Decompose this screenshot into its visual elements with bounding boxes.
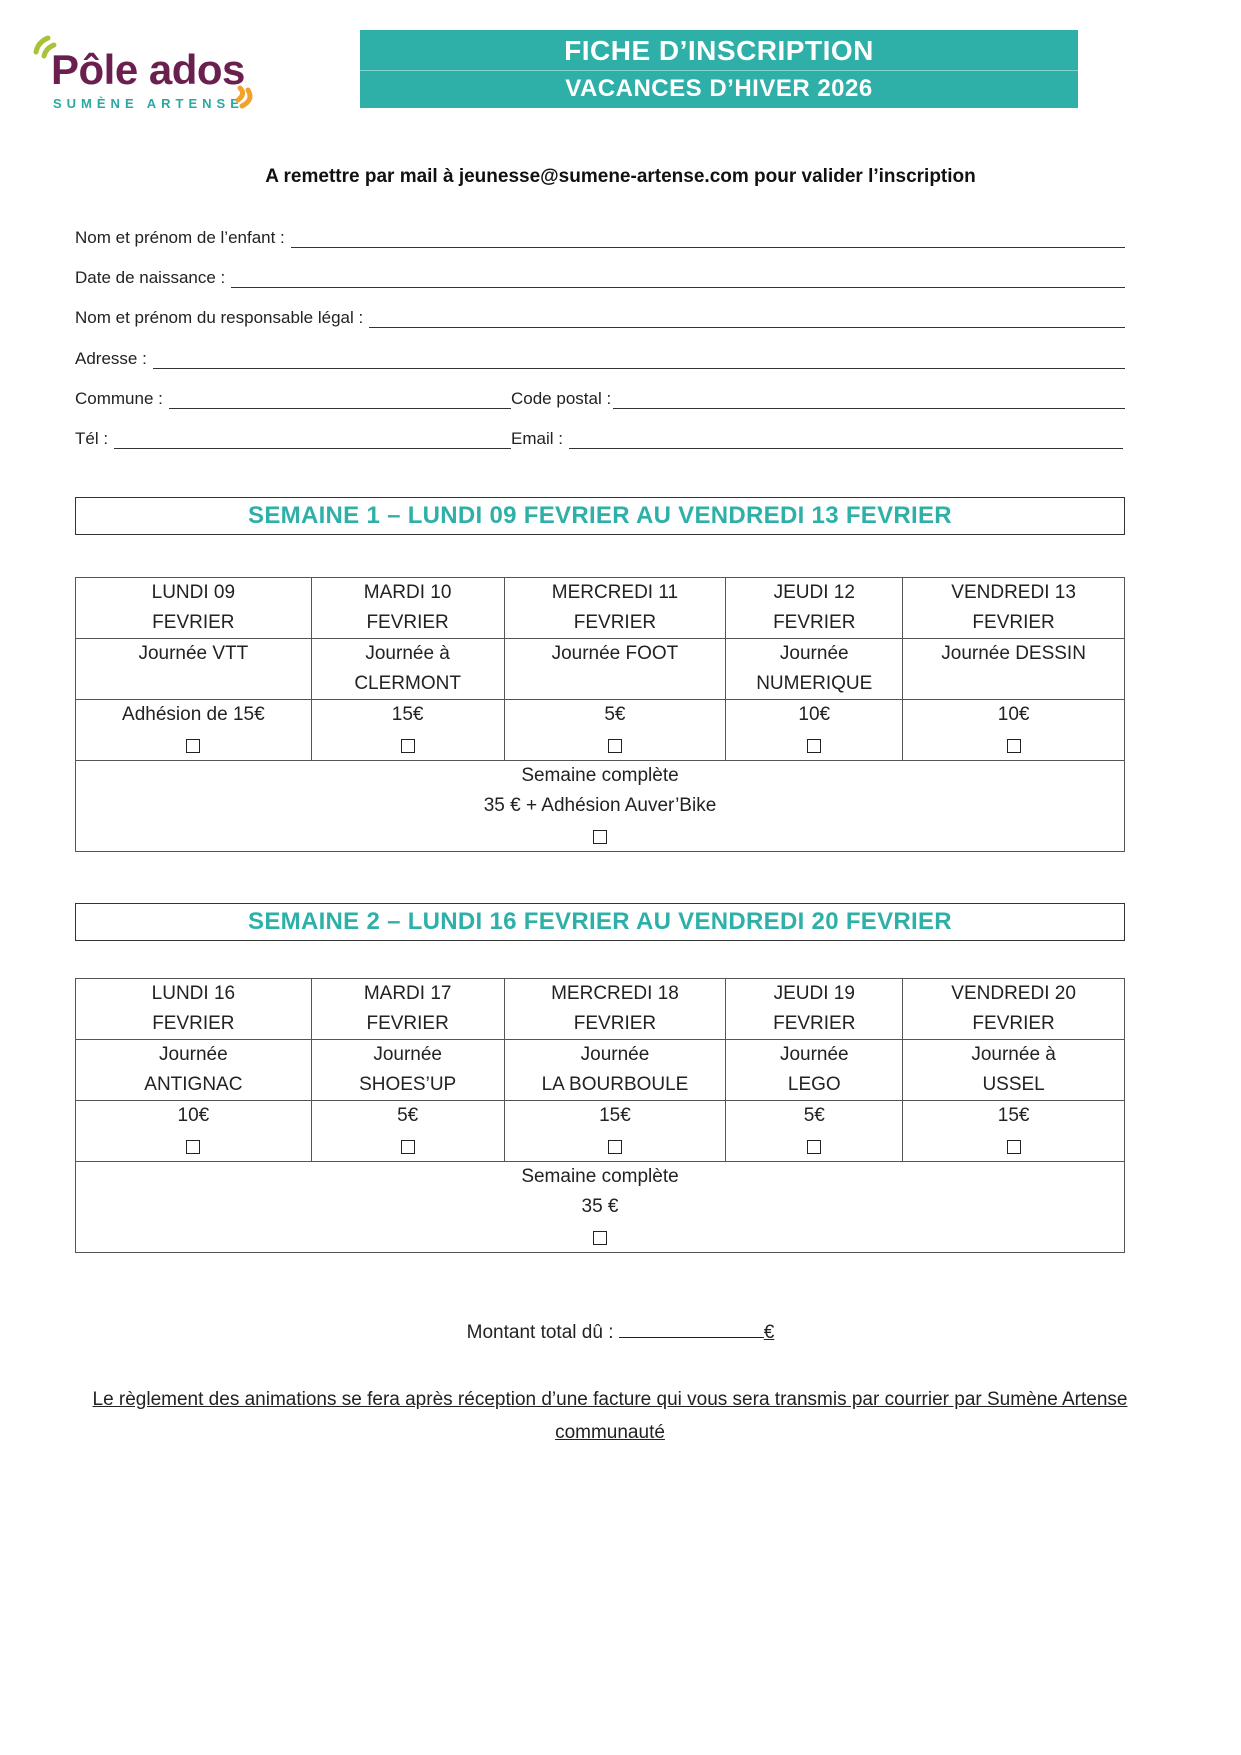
- total-amount-input[interactable]: [619, 1320, 764, 1338]
- price-row: [76, 700, 1125, 761]
- city-input[interactable]: [169, 391, 511, 409]
- total-currency: €: [763, 1322, 775, 1343]
- address-label: Adresse :: [75, 349, 147, 368]
- activity-cell: Journée à CLERMONT: [311, 639, 504, 700]
- day-cell: JEUDI 19 FEVRIER: [726, 979, 903, 1040]
- postal-code-label: Code postal :: [511, 389, 612, 408]
- logo-orange-arcs-icon: [228, 82, 258, 112]
- price-cell: 5€: [311, 1101, 504, 1162]
- activity-cell: Journée NUMERIQUE: [726, 639, 903, 700]
- activity-cell: Journée SHOES’UP: [311, 1040, 504, 1101]
- total-label: Montant total dû :: [466, 1322, 614, 1343]
- full-week-label: Semaine complète: [521, 1166, 679, 1187]
- birth-date-input[interactable]: [231, 270, 1125, 288]
- email-field: [511, 425, 1123, 449]
- activity-cell: Journée LEGO: [726, 1040, 903, 1101]
- full-week-checkbox[interactable]: [593, 1231, 607, 1245]
- day-cell: VENDREDI 20 FEVRIER: [903, 979, 1125, 1040]
- activity-row: [76, 639, 1125, 700]
- day-cell: LUNDI 09 FEVRIER: [76, 578, 312, 639]
- postal-code-input[interactable]: [613, 391, 1125, 409]
- day-cell: VENDREDI 13 FEVRIER: [903, 578, 1125, 639]
- phone-field: [75, 425, 511, 449]
- week-1-table: [75, 577, 1125, 852]
- day-cell: MERCREDI 18 FEVRIER: [504, 979, 726, 1040]
- price-cell: 5€: [504, 700, 726, 761]
- title-banner: [360, 30, 1078, 108]
- activity-cell: Journée LA BOURBOULE: [504, 1040, 726, 1101]
- day-checkbox[interactable]: [401, 1140, 415, 1154]
- day-checkbox[interactable]: [1007, 1140, 1021, 1154]
- logo-title: Pôle ados: [51, 46, 245, 93]
- full-week-row: [76, 761, 1125, 852]
- activity-cell: Journée ANTIGNAC: [76, 1040, 312, 1101]
- day-checkbox[interactable]: [186, 739, 200, 753]
- birth-date-label: Date de naissance :: [75, 268, 226, 287]
- day-row: [76, 578, 1125, 639]
- full-week-cell: [76, 1162, 1125, 1253]
- day-cell: MARDI 17 FEVRIER: [311, 979, 504, 1040]
- form-title: FICHE D’INSCRIPTION: [360, 30, 1078, 71]
- activity-cell: Journée VTT: [76, 639, 312, 700]
- activity-cell: Journée FOOT: [504, 639, 726, 700]
- logo-subtitle: SUMÈNE ARTENSE: [53, 96, 244, 111]
- day-row: [76, 979, 1125, 1040]
- total-amount-row: [0, 1320, 1241, 1344]
- full-week-cell: [76, 761, 1125, 852]
- activity-cell: Journée DESSIN: [903, 639, 1125, 700]
- form-subtitle: VACANCES D’HIVER 2026: [565, 75, 873, 102]
- guardian-name-field: [75, 304, 1125, 328]
- address-field: [75, 345, 1125, 369]
- full-week-row: [76, 1162, 1125, 1253]
- day-checkbox[interactable]: [608, 1140, 622, 1154]
- full-week-price: 35 €: [581, 1196, 619, 1217]
- child-name-input[interactable]: [291, 230, 1125, 248]
- address-input[interactable]: [153, 351, 1125, 369]
- day-cell: MARDI 10 FEVRIER: [311, 578, 504, 639]
- price-cell: 15€: [311, 700, 504, 761]
- price-row: [76, 1101, 1125, 1162]
- activity-row: [76, 1040, 1125, 1101]
- price-cell: 10€: [726, 700, 903, 761]
- price-cell: 10€: [903, 700, 1125, 761]
- day-checkbox[interactable]: [807, 1140, 821, 1154]
- postal-code-field: [511, 385, 1125, 409]
- email-input[interactable]: [569, 431, 1123, 449]
- city-field: [75, 385, 511, 409]
- full-week-price: 35 € + Adhésion Auver’Bike: [483, 795, 717, 816]
- price-cell: 10€: [76, 1101, 312, 1162]
- day-checkbox[interactable]: [807, 739, 821, 753]
- week-1-header: SEMAINE 1 – LUNDI 09 FEVRIER AU VENDREDI 13 FEVRIER: [75, 497, 1125, 535]
- day-cell: JEUDI 12 FEVRIER: [726, 578, 903, 639]
- guardian-name-label: Nom et prénom du responsable légal :: [75, 308, 364, 327]
- submission-instruction: A remettre par mail à jeunesse@sumene-artense.com pour valider l’inscription: [265, 166, 976, 187]
- week-2-header: SEMAINE 2 – LUNDI 16 FEVRIER AU VENDREDI 20 FEVRIER: [75, 903, 1125, 941]
- email-label: Email :: [511, 429, 563, 448]
- activity-cell: Journée à USSEL: [903, 1040, 1125, 1101]
- phone-label: Tél :: [75, 429, 109, 448]
- price-cell: Adhésion de 15€: [76, 700, 312, 761]
- price-cell: 5€: [726, 1101, 903, 1162]
- phone-input[interactable]: [114, 431, 511, 449]
- day-checkbox[interactable]: [1007, 739, 1021, 753]
- price-cell: 15€: [504, 1101, 726, 1162]
- day-cell: MERCREDI 11 FEVRIER: [504, 578, 726, 639]
- day-checkbox[interactable]: [401, 739, 415, 753]
- price-cell: 15€: [903, 1101, 1125, 1162]
- day-cell: LUNDI 16 FEVRIER: [76, 979, 312, 1040]
- payment-note: Le règlement des animations se fera après réception d’une facture qui vous sera transmis par courrier par Sumène Artense communauté: [92, 1389, 1128, 1443]
- day-checkbox[interactable]: [608, 739, 622, 753]
- child-name-field: [75, 224, 1125, 248]
- week-2-table: [75, 978, 1125, 1253]
- child-name-label: Nom et prénom de l’enfant :: [75, 228, 285, 247]
- city-label: Commune :: [75, 389, 163, 408]
- full-week-checkbox[interactable]: [593, 830, 607, 844]
- full-week-label: Semaine complète: [521, 765, 679, 786]
- guardian-name-input[interactable]: [369, 310, 1125, 328]
- day-checkbox[interactable]: [186, 1140, 200, 1154]
- birth-date-field: [75, 264, 1125, 288]
